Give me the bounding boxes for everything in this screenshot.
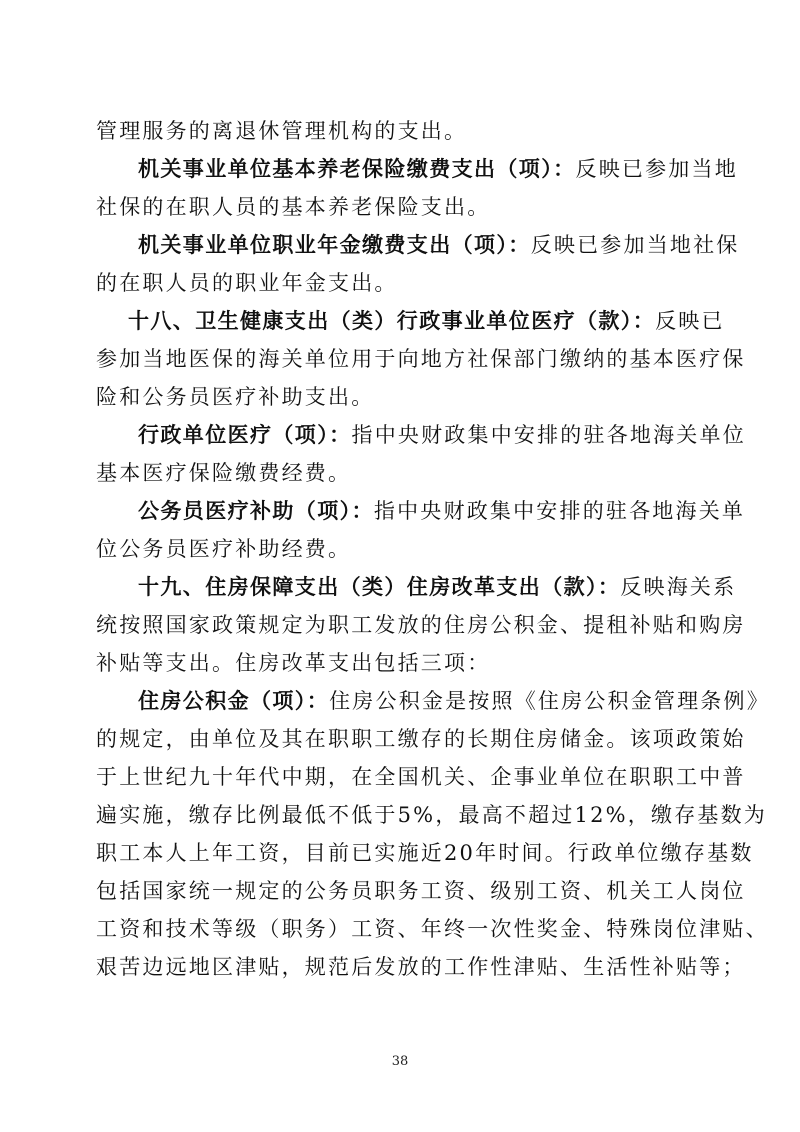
item-title: 公务员医疗补助（项）： bbox=[138, 499, 374, 523]
text-line-21: 包括国家统一规定的公务员职务工资、级别工资、机关工人岗位 bbox=[96, 879, 746, 903]
text-line-5: 的在职人员的职业年金支出。 bbox=[96, 271, 398, 295]
text-line-3: 社保的在职人员的基本养老保险支出。 bbox=[96, 195, 491, 219]
text-line-15: 补贴等支出。住房改革支出包括三项： bbox=[96, 651, 491, 675]
text-line-12: 位公务员医疗补助经费。 bbox=[96, 537, 352, 561]
item-heading-annuity: 机关事业单位职业年金缴费支出（项）：反映已参加当地社保 bbox=[138, 233, 740, 257]
text-line-20: 职工本人上年工资，目前已实施近20年时间。行政单位缴存基数 bbox=[96, 841, 754, 865]
item-title: 机关事业单位基本养老保险缴费支出（项）： bbox=[138, 157, 576, 181]
text-line-18: 于上世纪九十年代中期，在全国机关、企事业单位在职职工中普 bbox=[96, 765, 746, 789]
document-body bbox=[96, 112, 770, 986]
section-heading-19: 十九、住房保障支出（类）住房改革支出（款）：反映海关系 bbox=[138, 575, 737, 599]
item-heading-pension: 机关事业单位基本养老保险缴费支出（项）：反映已参加当地 bbox=[138, 157, 738, 181]
text-line-14: 统按照国家政策规定为职工发放的住房公积金、提租补贴和购房 bbox=[96, 613, 746, 637]
item-heading-civil-servant-medical: 公务员医疗补助（项）：指中央财政集中安排的驻各地海关单 bbox=[138, 499, 746, 523]
item-title: 机关事业单位职业年金缴费支出（项）： bbox=[138, 233, 531, 257]
text-line-23: 艰苦边远地区津贴，规范后发放的工作性津贴、生活性补贴等； bbox=[96, 955, 746, 979]
item-title: 住房公积金（项）： bbox=[138, 689, 330, 713]
text-line-7: 参加当地医保的海关单位用于向地方社保部门缴纳的基本医疗保 bbox=[96, 347, 746, 371]
text-line-8: 险和公务员医疗补助支出。 bbox=[96, 385, 375, 409]
item-heading-admin-medical: 行政单位医疗（项）：指中央财政集中安排的驻各地海关单位 bbox=[138, 423, 746, 447]
text-line-19: 遍实施，缴存比例最低不低于5%，最高不超过12%，缴存基数为 bbox=[96, 803, 767, 827]
text-line-10: 基本医疗保险缴费经费。 bbox=[96, 461, 352, 485]
page-number: 38 bbox=[391, 1054, 409, 1069]
text-line-1: 管理服务的离退休管理机构的支出。 bbox=[96, 119, 468, 143]
section-heading-18: 十八、卫生健康支出（类）行政事业单位医疗（款）：反映已 bbox=[128, 309, 725, 333]
section-title: 十八、卫生健康支出（类）行政事业单位医疗（款）： bbox=[128, 309, 656, 333]
text-line-22: 工资和技术等级（职务）工资、年终一次性奖金、特殊岗位津贴、 bbox=[96, 917, 769, 941]
text-line-17: 的规定，由单位及其在职职工缴存的长期住房储金。该项政策始 bbox=[96, 727, 746, 751]
item-heading-housing-fund: 住房公积金（项）：住房公积金是按照《住房公积金管理条例》 bbox=[138, 689, 770, 713]
item-title: 行政单位医疗（项）： bbox=[138, 423, 352, 447]
section-title: 十九、住房保障支出（类）住房改革支出（款）： bbox=[138, 575, 621, 599]
